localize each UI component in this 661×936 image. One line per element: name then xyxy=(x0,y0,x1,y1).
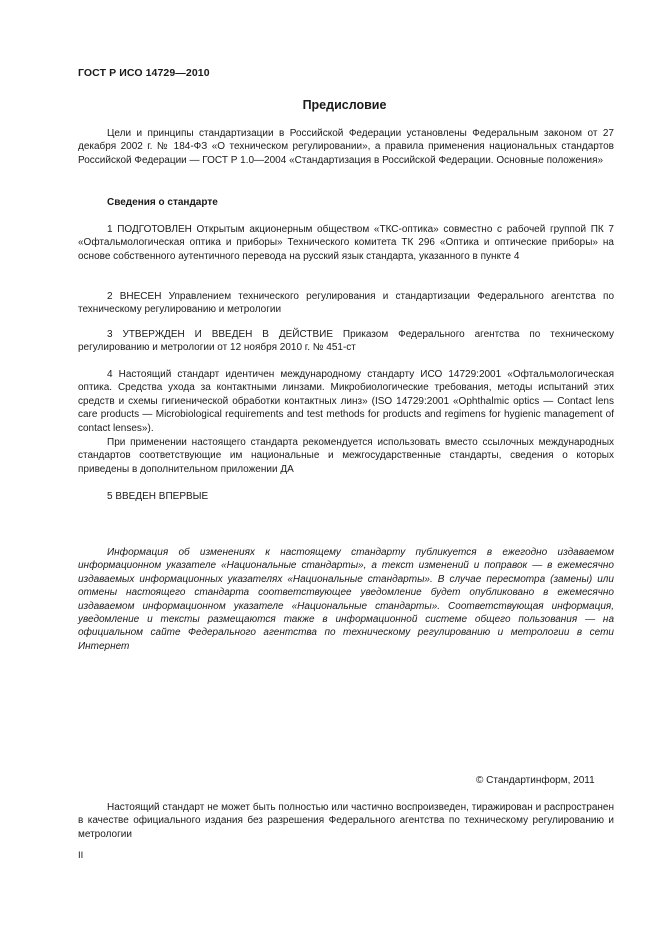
section-subheading: Сведения о стандарте xyxy=(107,197,218,208)
document-header: ГОСТ Р ИСО 14729—2010 xyxy=(78,67,210,79)
reproduction-notice-paragraph: Настоящий стандарт не может быть полностью или частично воспроизведен, тиражирован и распространен в качестве официального издания без разрешения Федерального агентства по техническому регулированию и метрологии xyxy=(78,802,614,840)
page-title: Предисловие xyxy=(302,98,387,112)
item-3-paragraph: 3 УТВЕРЖДЕН И ВВЕДЕН В ДЕЙСТВИЕ Приказом Федерального агентства по техническому регулированию и метрологии от 12 ноября 2010 г. № 451-ст xyxy=(78,329,614,354)
item-2-paragraph: 2 ВНЕСЕН Управлением технического регулирования и стандартизации Федерального агентства по техническому регулированию и метрологии xyxy=(78,291,614,316)
item-4-paragraph: 4 Настоящий стандарт идентичен международному стандарту ИСО 14729:2001 «Офтальмологическая оптика. Средства ухода за контактными линзами. Микробиологические требования, методы испытаний этих средств и схемы гигиенической обработки контактных линз» (ISO 14729:2001 «Ophthalmic optics — Contact lens care products — Microbiological requirements and test methods for products and regimens for hygienic management of contact lenses»). xyxy=(78,369,614,434)
copyright-line: © Стандартинформ, 2011 xyxy=(476,775,595,786)
item-1-paragraph: 1 ПОДГОТОВЛЕН Открытым акционерным обществом «ТКС-оптика» совместно с рабочей группой ПК 7 «Офтальмологическая оптика и приборы» Технического комитета ТК 296 «Оптика и оптические приборы» на основе собственного аутентичного перевода на русский язык стандарта, указанного в пункте 4 xyxy=(78,224,614,262)
info-notice-paragraph: Информация об изменениях к настоящему стандарту публикуется в ежегодно издаваемом информационном указателе «Национальные стандарты», а текст изменений и поправок — в ежемесячно издаваемых информационных указателях «Национальные стандарты». В случае пересмотра (замены) или отмены настоящего стандарта соответствующее уведомление будет опубликовано в ежемесячно издаваемом информационном указателе «Национальные стандарты». Соответствующая информация, уведомление и тексты размещаются также в информационной системе общего пользования — на официальном сайте Федерального агентства по техническому регулированию и метрологии в сети Интернет xyxy=(78,547,614,652)
item-5-paragraph: 5 ВВЕДЕН ВПЕРВЫЕ xyxy=(107,491,209,502)
intro-paragraph: Цели и принципы стандартизации в Российской Федерации установлены Федеральным законом от 27 декабря 2002 г. № 184-ФЗ «О техническом регулировании», а правила применения национальных стандартов Российской Федерации — ГОСТ Р 1.0—2004 «Стандартизация в Российской Федерации. Основные положения» xyxy=(78,128,614,166)
item-4-note-paragraph: При применении настоящего стандарта рекомендуется использовать вместо ссылочных международных стандартов соответствующие им национальные и межгосударственные стандарты, сведения о которых приведены в дополнительном приложении ДА xyxy=(78,437,614,475)
page-number: II xyxy=(78,850,84,861)
